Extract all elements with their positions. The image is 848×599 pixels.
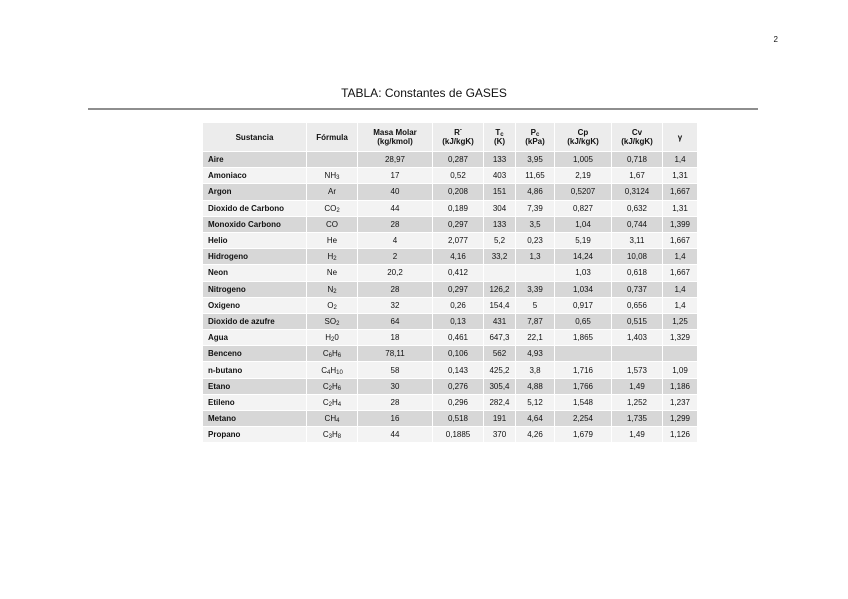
cell-sustancia: Metano xyxy=(203,411,306,426)
cell-molar-mass: 64 xyxy=(358,314,432,329)
cell-gamma: 1,126 xyxy=(663,427,697,442)
header-label: R xyxy=(454,128,460,137)
cell-cp: 0,827 xyxy=(555,201,611,216)
cell-cp: 1,034 xyxy=(555,282,611,297)
formula-part: C xyxy=(322,430,329,440)
cell-pc: 4,64 xyxy=(516,411,554,426)
cell-r: 0,461 xyxy=(433,330,483,345)
cell-r: 0,208 xyxy=(433,184,483,199)
table-row xyxy=(203,233,697,248)
cell-sustancia: Helio xyxy=(203,233,306,248)
cell-formula xyxy=(307,314,357,329)
cell-formula xyxy=(307,346,357,361)
cell-pc: 5 xyxy=(516,298,554,313)
cell-gamma: 1,31 xyxy=(663,168,697,183)
cell-formula xyxy=(307,411,357,426)
cell-cv: 0,718 xyxy=(612,152,662,167)
table-header-row xyxy=(203,123,697,151)
cell-pc xyxy=(516,265,554,280)
cell-pc: 4,26 xyxy=(516,427,554,442)
cell-cp: 14,24 xyxy=(555,249,611,264)
cell-gamma: 1,09 xyxy=(663,362,697,377)
cell-cv: 0,656 xyxy=(612,298,662,313)
formula-subscript: 4 xyxy=(326,369,331,376)
formula-subscript: 2 xyxy=(330,337,335,344)
cell-r: 0,412 xyxy=(433,265,483,280)
table-row xyxy=(203,152,697,167)
cell-gamma: 1,186 xyxy=(663,379,697,394)
cell-tc: 126,2 xyxy=(484,282,515,297)
cell-tc: 191 xyxy=(484,411,515,426)
table-row xyxy=(203,330,697,345)
table-body xyxy=(203,152,697,442)
cell-gamma: 1,667 xyxy=(663,265,697,280)
cell-cv: 0,515 xyxy=(612,314,662,329)
cell-gamma: 1,299 xyxy=(663,411,697,426)
formula-part: C xyxy=(322,381,329,391)
cell-r: 0,13 xyxy=(433,314,483,329)
cell-molar-mass: 58 xyxy=(358,362,432,377)
cell-molar-mass: 30 xyxy=(358,379,432,394)
cell-molar-mass: 44 xyxy=(358,427,432,442)
cell-sustancia: Dioxido de azufre xyxy=(203,314,306,329)
table-row xyxy=(203,379,697,394)
cell-molar-mass: 2 xyxy=(358,249,432,264)
cell-formula xyxy=(307,362,357,377)
cell-r: 0,297 xyxy=(433,217,483,232)
cell-r: 0,143 xyxy=(433,362,483,377)
cell-tc: 282,4 xyxy=(484,395,515,410)
cell-cv: 0,3124 xyxy=(612,184,662,199)
cell-r: 0,287 xyxy=(433,152,483,167)
formula-part: 0 xyxy=(334,333,339,343)
formula-subscript: 3 xyxy=(328,434,332,441)
cell-cp: 2,19 xyxy=(555,168,611,183)
cell-pc: 4,86 xyxy=(516,184,554,199)
cell-tc: 403 xyxy=(484,168,515,183)
page-number: 2 xyxy=(773,35,778,44)
formula-subscript: 2 xyxy=(333,304,337,311)
cell-pc: 7,87 xyxy=(516,314,554,329)
header-label: T xyxy=(495,128,501,137)
cell-molar-mass: 32 xyxy=(358,298,432,313)
cell-tc xyxy=(484,265,515,280)
formula-part: H xyxy=(327,252,334,262)
table-row xyxy=(203,168,697,183)
formula-subscript: 6 xyxy=(337,353,342,360)
cell-tc: 305,4 xyxy=(484,379,515,394)
cell-r: 2,077 xyxy=(433,233,483,248)
cell-cp: 1,679 xyxy=(555,427,611,442)
cell-gamma: 1,399 xyxy=(663,217,697,232)
header-sustancia xyxy=(203,123,306,151)
cell-sustancia: Oxigeno xyxy=(203,298,306,313)
cell-sustancia: Benceno xyxy=(203,346,306,361)
cell-molar-mass: 28 xyxy=(358,395,432,410)
cell-cp: 1,766 xyxy=(555,379,611,394)
formula-part: H xyxy=(330,365,337,375)
cell-cp: 1,865 xyxy=(555,330,611,345)
cell-molar-mass: 17 xyxy=(358,168,432,183)
formula-part: SO xyxy=(324,316,337,326)
formula-part: CO xyxy=(326,219,338,229)
table-row xyxy=(203,249,697,264)
cell-cp: 1,716 xyxy=(555,362,611,377)
cell-formula xyxy=(307,201,357,216)
cell-formula xyxy=(307,265,357,280)
cell-r: 0,52 xyxy=(433,168,483,183)
cell-cv: 0,618 xyxy=(612,265,662,280)
formula-subscript: 4 xyxy=(336,418,340,425)
header-formula xyxy=(307,123,357,151)
header-label: Fórmula xyxy=(316,132,348,142)
cell-r: 0,106 xyxy=(433,346,483,361)
cell-cp: 2,254 xyxy=(555,411,611,426)
cell-r: 0,1885 xyxy=(433,427,483,442)
formula-subscript: 4 xyxy=(337,401,342,408)
cell-gamma: 1,667 xyxy=(663,184,697,199)
cell-molar-mass: 28 xyxy=(358,282,432,297)
cell-pc: 4,88 xyxy=(516,379,554,394)
table-row xyxy=(203,298,697,313)
cell-formula xyxy=(307,395,357,410)
cell-sustancia: Amoniaco xyxy=(203,168,306,183)
cell-cp: 1,548 xyxy=(555,395,611,410)
table-row xyxy=(203,395,697,410)
cell-r: 0,296 xyxy=(433,395,483,410)
cell-gamma: 1,667 xyxy=(663,233,697,248)
cell-formula xyxy=(307,152,357,167)
cell-pc: 7,39 xyxy=(516,201,554,216)
formula-subscript: 2 xyxy=(336,207,340,214)
header-unit: (kJ/kgK) xyxy=(621,137,653,146)
cell-r: 4,16 xyxy=(433,249,483,264)
cell-cv: 3,11 xyxy=(612,233,662,248)
cell-tc: 33,2 xyxy=(484,249,515,264)
formula-part: H xyxy=(325,333,331,343)
table-row xyxy=(203,411,697,426)
table-row xyxy=(203,201,697,216)
formula-part: Ne xyxy=(326,268,338,278)
cell-sustancia: n-butano xyxy=(203,362,306,377)
cell-molar-mass: 20,2 xyxy=(358,265,432,280)
cell-tc: 304 xyxy=(484,201,515,216)
table-row xyxy=(203,217,697,232)
cell-sustancia: Argon xyxy=(203,184,306,199)
cell-cp: 0,65 xyxy=(555,314,611,329)
formula-part: N xyxy=(327,284,334,294)
cell-tc: 425,2 xyxy=(484,362,515,377)
formula-part: H xyxy=(332,349,338,359)
cell-tc: 370 xyxy=(484,427,515,442)
cell-cv: 1,573 xyxy=(612,362,662,377)
table-row xyxy=(203,362,697,377)
cell-formula xyxy=(307,282,357,297)
cell-sustancia: Etileno xyxy=(203,395,306,410)
header-unit: (K) xyxy=(493,137,506,146)
formula-part: NH xyxy=(324,171,337,181)
formula-subscript: 2 xyxy=(333,256,337,263)
cell-sustancia: Neon xyxy=(203,265,306,280)
cell-tc: 431 xyxy=(484,314,515,329)
cell-sustancia: Nitrogeno xyxy=(203,282,306,297)
cell-molar-mass: 16 xyxy=(358,411,432,426)
formula-subscript: 2 xyxy=(328,385,332,392)
header-label: Sustancia xyxy=(235,132,274,142)
header-subscript: c xyxy=(536,132,540,138)
cell-cv: 1,403 xyxy=(612,330,662,345)
cell-gamma: 1,4 xyxy=(663,282,697,297)
cell-formula xyxy=(307,184,357,199)
cell-formula xyxy=(307,217,357,232)
cell-cv: 1,49 xyxy=(612,427,662,442)
cell-cv: 0,632 xyxy=(612,201,662,216)
cell-gamma: 1,4 xyxy=(663,249,697,264)
header-unit: (kJ/kgK) xyxy=(567,137,599,146)
cell-cv xyxy=(612,346,662,361)
cell-pc: 1,3 xyxy=(516,249,554,264)
cell-pc: 3,5 xyxy=(516,217,554,232)
formula-subscript: 2 xyxy=(333,288,337,295)
formula-part: C xyxy=(321,365,327,375)
cell-formula xyxy=(307,298,357,313)
table-row xyxy=(203,314,697,329)
header-unit: (kJ/kgK) xyxy=(442,137,474,146)
header-gamma xyxy=(663,123,697,151)
header-label: P xyxy=(530,128,536,137)
header-label: Masa Molar xyxy=(373,128,417,137)
cell-cv: 0,737 xyxy=(612,282,662,297)
cell-formula xyxy=(307,249,357,264)
cell-cp: 0,917 xyxy=(555,298,611,313)
cell-molar-mass: 18 xyxy=(358,330,432,345)
cell-sustancia: Aire xyxy=(203,152,306,167)
cell-formula xyxy=(307,330,357,345)
header-subscript: c xyxy=(500,132,504,138)
cell-molar-mass: 40 xyxy=(358,184,432,199)
cell-molar-mass: 44 xyxy=(358,201,432,216)
cell-gamma: 1,329 xyxy=(663,330,697,345)
cell-pc: 3,39 xyxy=(516,282,554,297)
formula-part: O xyxy=(327,300,334,310)
cell-tc: 154,4 xyxy=(484,298,515,313)
cell-gamma: 1,31 xyxy=(663,201,697,216)
cell-gamma: 1,25 xyxy=(663,314,697,329)
formula-part: C xyxy=(322,397,329,407)
header-unit: (kPa) xyxy=(525,137,545,146)
header-unit: (kg/kmol) xyxy=(377,137,413,146)
cell-molar-mass: 28,97 xyxy=(358,152,432,167)
table-title: TABLA: Constantes de GASES xyxy=(341,86,507,100)
cell-r: 0,276 xyxy=(433,379,483,394)
formula-part: CO xyxy=(324,203,337,213)
cell-gamma: 1,4 xyxy=(663,152,697,167)
cell-tc: 647,3 xyxy=(484,330,515,345)
cell-r: 0,297 xyxy=(433,282,483,297)
formula-subscript: 2 xyxy=(336,320,340,327)
header-label: Cp xyxy=(577,128,589,137)
cell-cp: 0,5207 xyxy=(555,184,611,199)
cell-tc: 562 xyxy=(484,346,515,361)
cell-formula xyxy=(307,168,357,183)
cell-sustancia: Agua xyxy=(203,330,306,345)
formula-part: H xyxy=(332,381,338,391)
cell-sustancia: Propano xyxy=(203,427,306,442)
cell-cv: 10,08 xyxy=(612,249,662,264)
cell-cp: 1,03 xyxy=(555,265,611,280)
cell-tc: 133 xyxy=(484,217,515,232)
cell-sustancia: Etano xyxy=(203,379,306,394)
title-divider xyxy=(88,108,758,110)
cell-pc: 11,65 xyxy=(516,168,554,183)
formula-part: Ar xyxy=(328,187,336,197)
cell-tc: 151 xyxy=(484,184,515,199)
formula-subscript: 6 xyxy=(337,385,342,392)
cell-cp: 1,04 xyxy=(555,217,611,232)
cell-sustancia: Dioxido de Carbono xyxy=(203,201,306,216)
cell-r: 0,26 xyxy=(433,298,483,313)
cell-pc: 4,93 xyxy=(516,346,554,361)
cell-cp: 5,19 xyxy=(555,233,611,248)
formula-subscript: 10 xyxy=(336,369,343,376)
cell-pc: 22,1 xyxy=(516,330,554,345)
formula-subscript: 3 xyxy=(336,175,340,182)
cell-formula xyxy=(307,427,357,442)
formula-part: C xyxy=(322,349,329,359)
header-r xyxy=(433,123,483,151)
header-tc xyxy=(484,123,515,151)
header-label: Cv xyxy=(631,128,643,137)
formula-subscript: 8 xyxy=(337,434,342,441)
cell-pc: 3,8 xyxy=(516,362,554,377)
header-cp xyxy=(555,123,611,151)
formula-part: H xyxy=(332,430,338,440)
cell-cp xyxy=(555,346,611,361)
gas-constants-table xyxy=(202,122,698,443)
cell-gamma xyxy=(663,346,697,361)
cell-cv: 0,744 xyxy=(612,217,662,232)
cell-molar-mass: 4 xyxy=(358,233,432,248)
cell-cv: 1,252 xyxy=(612,395,662,410)
formula-subscript: 2 xyxy=(328,401,332,408)
table-row xyxy=(203,346,697,361)
cell-pc: 0,23 xyxy=(516,233,554,248)
header-superscript: - xyxy=(459,127,462,134)
cell-molar-mass: 28 xyxy=(358,217,432,232)
cell-sustancia: Hidrogeno xyxy=(203,249,306,264)
header-pc xyxy=(516,123,554,151)
formula-part: He xyxy=(326,236,338,246)
cell-tc: 133 xyxy=(484,152,515,167)
table-row xyxy=(203,265,697,280)
header-cv xyxy=(612,123,662,151)
formula-part: CH xyxy=(324,414,337,424)
cell-molar-mass: 78,11 xyxy=(358,346,432,361)
cell-formula xyxy=(307,379,357,394)
cell-pc: 3,95 xyxy=(516,152,554,167)
table-row xyxy=(203,184,697,199)
cell-cv: 1,67 xyxy=(612,168,662,183)
cell-cp: 1,005 xyxy=(555,152,611,167)
formula-part: H xyxy=(332,397,338,407)
header-label: γ xyxy=(677,132,683,142)
cell-r: 0,518 xyxy=(433,411,483,426)
cell-cv: 1,735 xyxy=(612,411,662,426)
cell-cv: 1,49 xyxy=(612,379,662,394)
cell-gamma: 1,4 xyxy=(663,298,697,313)
table-row xyxy=(203,427,697,442)
cell-gamma: 1,237 xyxy=(663,395,697,410)
header-molar-mass xyxy=(358,123,432,151)
cell-r: 0,189 xyxy=(433,201,483,216)
formula-subscript: 6 xyxy=(328,353,332,360)
cell-tc: 5,2 xyxy=(484,233,515,248)
cell-pc: 5,12 xyxy=(516,395,554,410)
table-row xyxy=(203,282,697,297)
cell-sustancia: Monoxido Carbono xyxy=(203,217,306,232)
cell-formula xyxy=(307,233,357,248)
